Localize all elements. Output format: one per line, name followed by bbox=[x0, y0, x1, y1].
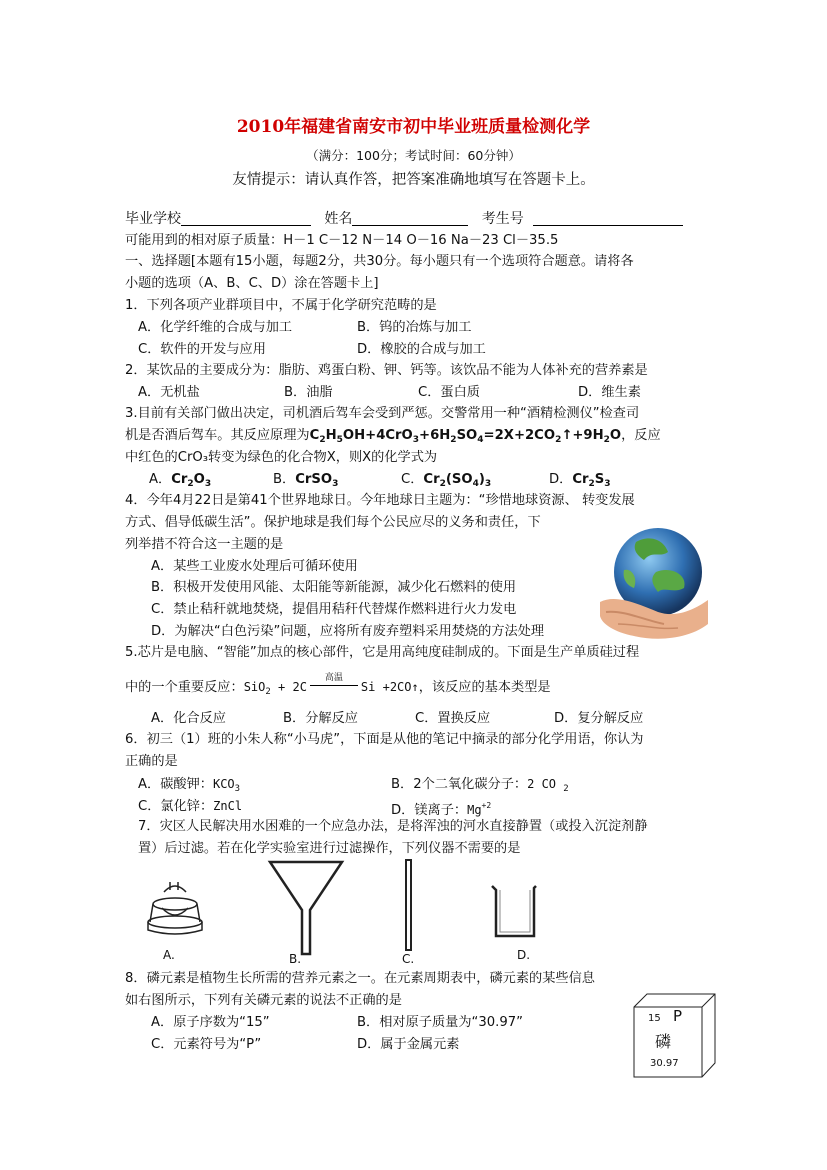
q1-option-d: D．橡胶的合成与加工 bbox=[357, 342, 486, 357]
q3-line-2: 机是否酒后驾车。其反应原理为$C_2H_5OH+4CrO_3+6H_2SO_4=2X+2CO_2↑+9H_2O$，反应 bbox=[125, 428, 661, 445]
q5-option-a: A．化合反应 bbox=[151, 711, 226, 726]
q6-option-c: C．氯化锌：ZnCl bbox=[138, 799, 243, 814]
q6-line-2: 正确的是 bbox=[125, 754, 178, 769]
apparatus-label-c: C. bbox=[402, 952, 415, 966]
atomic-number: 15 bbox=[648, 1013, 661, 1024]
q5-option-b: B．分解反应 bbox=[283, 711, 358, 726]
q3-line-3: 中红色的CrO₃转变为绿色的化合物X，则X的化学式为 bbox=[125, 450, 438, 465]
exam-no-label: 考生号 bbox=[481, 211, 524, 227]
beaker-icon bbox=[488, 882, 540, 940]
silicon-reaction: SiO$_2$ + 2C bbox=[243, 680, 307, 697]
q2-option-a: A．无机盐 bbox=[138, 385, 200, 400]
name-label: 姓名 bbox=[324, 211, 353, 227]
q5-option-c: C．置换反应 bbox=[415, 711, 491, 726]
q1-option-c: C．软件的开发与应用 bbox=[138, 342, 266, 357]
section-intro-1: 一、选择题[本题有15小题，每题2分，共30分。每小题只有一个选项符合题意。请将各 bbox=[125, 254, 634, 269]
q2-option-d: D．维生素 bbox=[578, 385, 641, 400]
q8-option-c: C．元素符号为“P” bbox=[151, 1037, 262, 1052]
q7-line-1: 7．灾区人民解决用水困难的一个应急办法，是将浑浊的河水直接静置（或投入沉淀剂静 bbox=[138, 819, 648, 834]
exam-subtitle: （满分：100分；考试时间：60分钟） bbox=[306, 148, 521, 163]
q4-option-a: A．某些工业废水处理后可循环使用 bbox=[151, 559, 358, 574]
q3-line-1: 3.目前有关部门做出决定，司机酒后驾车会受到严惩。交警常用一种“酒精检测仪”检查司 bbox=[125, 406, 640, 421]
funnel-icon bbox=[266, 858, 346, 958]
q8-line-2: 如右图所示，下列有关磷元素的说法不正确的是 bbox=[125, 993, 402, 1008]
q1-stem: 1．下列各项产业群项目中，不属于化学研究范畴的是 bbox=[125, 298, 437, 313]
q4-option-d: D．为解决“白色污染”问题，应将所有废弃塑料采用焚烧的方法处理 bbox=[151, 624, 545, 639]
q4-line-2: 方式、倡导低碳生活”。保护地球是我们每个公民应尽的义务和责任，下 bbox=[125, 515, 541, 530]
student-info-line bbox=[125, 210, 683, 228]
element-symbol: P bbox=[673, 1007, 683, 1025]
exam-no-blank[interactable] bbox=[533, 211, 683, 226]
earth-in-hands-image bbox=[598, 520, 710, 642]
section-intro-2: 小题的选项（A、B、C、D）涂在答题卡上] bbox=[125, 276, 379, 291]
q4-line-1: 4．今年4月22日是第41个世界地球日。今年地球日主题为：“珍惜地球资源、 转变发展 bbox=[125, 493, 635, 508]
q5-option-d: D．复分解反应 bbox=[554, 711, 644, 726]
q3-option-d: D．$Cr_2S_3$ bbox=[549, 472, 611, 489]
q6-line-1: 6．初三（1）班的小朱人称“小马虎”，下面是从他的笔记中摘录的部分化学用语，你认为 bbox=[125, 732, 644, 747]
q8-line-1: 8．磷元素是植物生长所需的营养元素之一。在元素周期表中，磷元素的某些信息 bbox=[125, 971, 595, 986]
q3-option-a: A．$Cr_2O_3$ bbox=[149, 472, 212, 489]
q1-option-b: B．钨的冶炼与加工 bbox=[357, 320, 472, 335]
apparatus-label-b: B. bbox=[289, 952, 302, 966]
atomic-mass: 30.97 bbox=[650, 1058, 679, 1069]
q1-option-a: A．化学纤维的合成与加工 bbox=[138, 320, 293, 335]
q6-option-b: B．2个二氧化碳分子：2 CO $_2$ bbox=[391, 777, 569, 794]
name-blank[interactable] bbox=[352, 211, 468, 226]
phosphorus-element-tile bbox=[633, 993, 716, 1078]
q7-line-2: 置）后过滤。若在化学实验室进行过滤操作，下列仪器不需要的是 bbox=[138, 841, 521, 856]
q8-option-b: B．相对原子质量为“30.97” bbox=[357, 1015, 523, 1030]
q4-line-3: 列举措不符合这一主题的是 bbox=[125, 537, 284, 552]
glass-rod-icon bbox=[402, 858, 416, 954]
school-label: 毕业学校 bbox=[125, 211, 181, 227]
reaction-condition: 高温 bbox=[307, 679, 361, 697]
q4-option-c: C．禁止秸秆就地焚烧，提倡用秸秆代替煤作燃料进行火力发电 bbox=[151, 602, 517, 617]
q6-option-d: D．镁离子：$Mg^{+2}$ bbox=[391, 801, 492, 818]
reaction-equation: $C_2H_5OH+4CrO_3+6H_2SO_4=2X+2CO_2↑+9H_2O$ bbox=[309, 428, 622, 445]
q8-option-d: D．属于金属元素 bbox=[357, 1037, 460, 1052]
q4-option-b: B．积极开发使用风能、太阳能等新能源，减少化石燃料的使用 bbox=[151, 580, 517, 595]
exam-title: 2010年福建省南安市初中毕业班质量检测化学 bbox=[236, 117, 591, 137]
q5-line-2: 中的一个重要反应：SiO$_2$ + 2C 高温 Si +2CO↑，该反应的基本类型是 bbox=[125, 673, 551, 697]
q2-option-c: C．蛋白质 bbox=[418, 385, 480, 400]
q3-option-c: C．$Cr_2(SO_4)_3$ bbox=[401, 472, 492, 489]
element-name: 磷 bbox=[655, 1032, 672, 1051]
friendly-tip: 友情提示：请认真作答，把答案准确地填写在答题卡上。 bbox=[232, 172, 595, 188]
alcohol-lamp-icon bbox=[140, 878, 210, 942]
q8-option-a: A．原子序数为“15” bbox=[151, 1015, 270, 1030]
atomic-masses: 可能用到的相对原子质量：H－1 C－12 N－14 O－16 Na－23 Cl－35.5 bbox=[125, 233, 559, 248]
q2-stem: 2．某饮品的主要成分为：脂肪、鸡蛋白粉、钾、钙等。该饮品不能为人体补充的营养素是 bbox=[125, 363, 648, 378]
q3-option-b: B．CrSO$_3$ bbox=[273, 472, 339, 489]
school-blank[interactable] bbox=[181, 211, 311, 226]
q2-option-b: B．油脂 bbox=[284, 385, 333, 400]
apparatus-label-a: A. bbox=[163, 948, 175, 962]
q6-option-a: A．碳酸钾：$KCO_3$ bbox=[138, 777, 241, 794]
apparatus-label-d: D. bbox=[517, 948, 531, 962]
q5-line-1: 5.芯片是电脑、“智能”加点的核心部件，它是用高纯度硅制成的。下面是生产单质硅过程 bbox=[125, 645, 640, 660]
